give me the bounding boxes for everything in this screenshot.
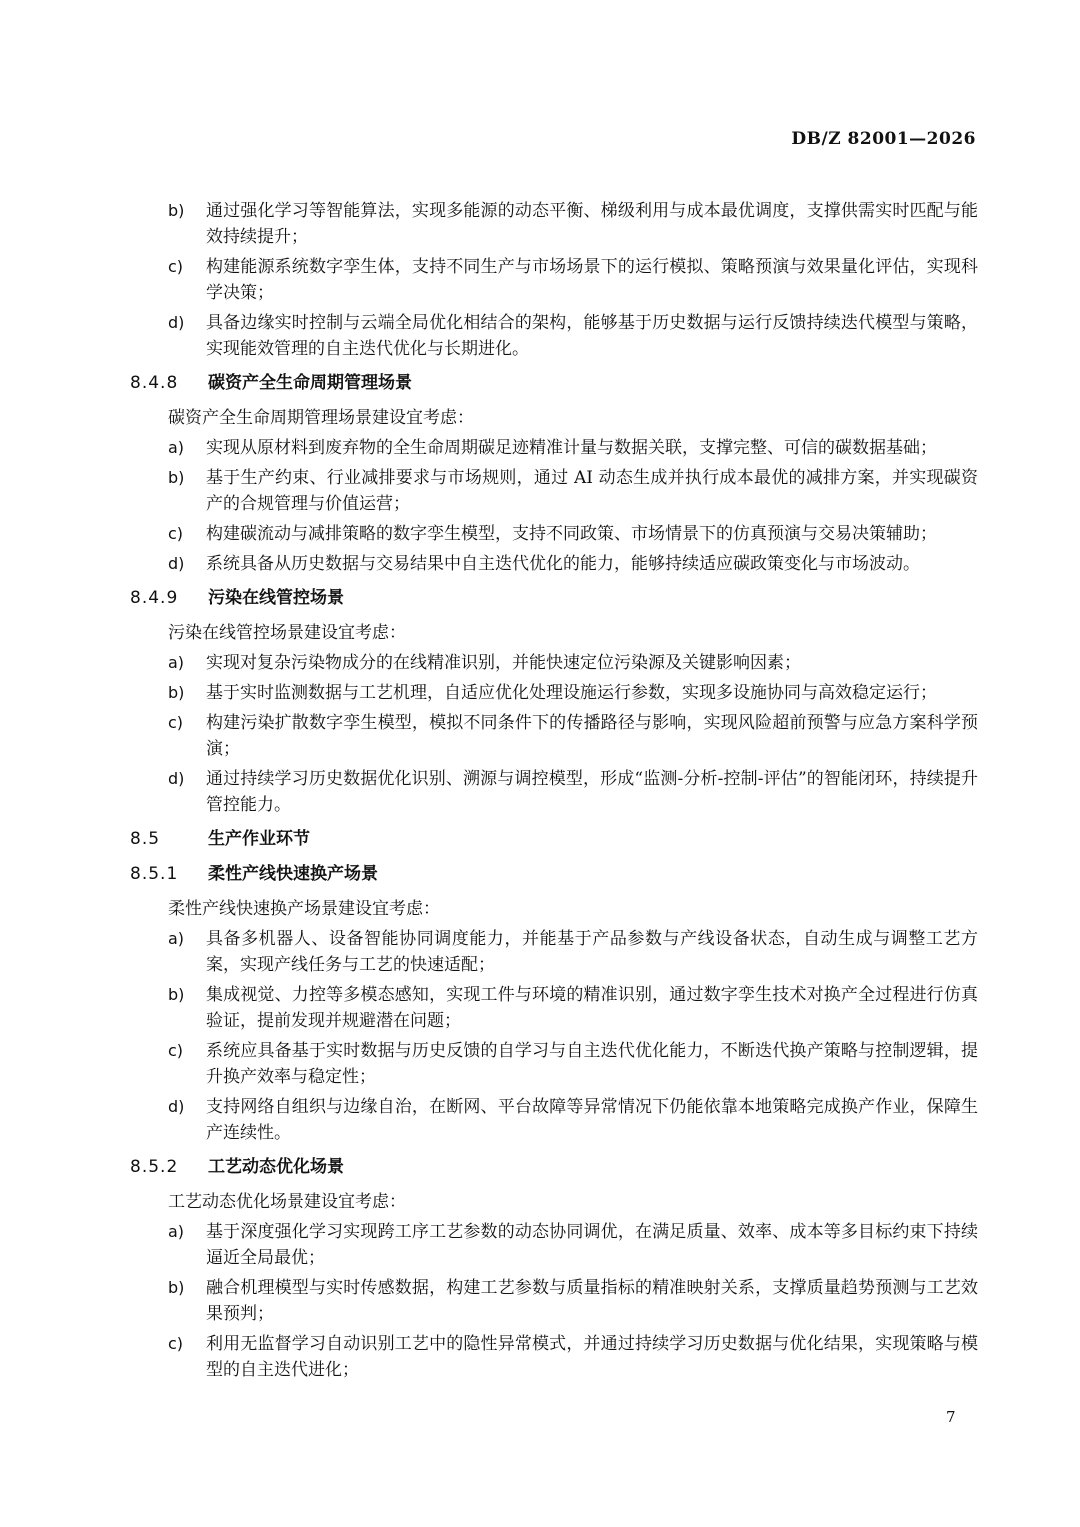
list-item-text: 基于实时监测数据与工艺机理，自适应优化处理设施运行参数，实现多设施协同与高效稳定运行； [206, 683, 937, 703]
section-title: 污染在线管控场景 [208, 588, 344, 608]
list-item [130, 1331, 978, 1383]
list-item-text: 利用无监督学习自动识别工艺中的隐性异常模式，并通过持续学习历史数据与优化结果，实现策略与模型的自主迭代进化； [206, 1334, 978, 1380]
list-item-marker: c) [168, 524, 184, 543]
list-item [130, 465, 978, 517]
list-item [130, 982, 978, 1034]
list-item-marker: a) [168, 929, 185, 948]
list-item-marker: a) [168, 653, 185, 672]
section-title: 柔性产线快速换产场景 [208, 864, 378, 884]
list-item-marker: a) [168, 1222, 185, 1241]
list-item-marker: b) [168, 985, 185, 1004]
list-item [130, 521, 978, 547]
list-item-marker: d) [168, 1097, 185, 1116]
section-title: 碳资产全生命周期管理场景 [208, 373, 412, 393]
list-item [130, 1275, 978, 1327]
section-intro: 工艺动态优化场景建设宜考虑： [168, 1192, 406, 1212]
list-item-text: 支持网络自组织与边缘自治，在断网、平台故障等异常情况下仍能依靠本地策略完成换产作业，保障生产连续性。 [206, 1097, 978, 1143]
list-item-marker: d) [168, 554, 185, 573]
list-item-marker: c) [168, 713, 184, 732]
section-heading [130, 826, 978, 852]
list-item-marker: c) [168, 257, 184, 276]
section-number: 8.5.1 [130, 864, 179, 884]
list-item [130, 551, 978, 577]
list-item-text: 构建碳流动与减排策略的数字孪生模型，支持不同政策、市场情景下的仿真预演与交易决策辅助； [206, 524, 937, 544]
list-item-text: 融合机理模型与实时传感数据，构建工艺参数与质量指标的精准映射关系，支撑质量趋势预测与工艺效果预判； [206, 1278, 978, 1324]
section-intro: 柔性产线快速换产场景建设宜考虑： [168, 899, 440, 919]
section-heading [130, 370, 978, 396]
section-number: 8.5 [130, 829, 161, 849]
list-item [130, 435, 978, 461]
section-number: 8.4.9 [130, 588, 179, 608]
list-item-text: 构建能源系统数字孪生体，支持不同生产与市场场景下的运行模拟、策略预演与效果量化评估，实现科学决策； [206, 257, 978, 303]
list-item [130, 254, 978, 306]
list-item-text: 基于深度强化学习实现跨工序工艺参数的动态协同调优，在满足质量、效率、成本等多目标约束下持续逼近全局最优； [206, 1222, 978, 1268]
list-item-marker: b) [168, 683, 185, 702]
list-item [130, 1038, 978, 1090]
list-item-marker: d) [168, 313, 185, 332]
section-title: 工艺动态优化场景 [208, 1157, 344, 1177]
page-number: 7 [946, 1408, 956, 1426]
section-number: 8.5.2 [130, 1157, 179, 1177]
list-item [130, 1219, 978, 1271]
section-title: 生产作业环节 [208, 829, 310, 849]
section-heading [130, 861, 978, 887]
list-item [130, 680, 978, 706]
list-item-marker: b) [168, 468, 185, 487]
list-item-marker: d) [168, 769, 185, 788]
section-number: 8.4.8 [130, 373, 179, 393]
list-item-text: 基于生产约束、行业减排要求与市场规则，通过 AI 动态生成并执行成本最优的减排方案，并实现碳资产的合规管理与价值运营； [206, 468, 978, 514]
list-item-marker: a) [168, 438, 185, 457]
list-item-text: 具备边缘实时控制与云端全局优化相结合的架构，能够基于历史数据与运行反馈持续迭代模型与策略，实现能效管理的自主迭代优化与长期进化。 [206, 313, 978, 359]
document-code: DB/Z 82001—2026 [791, 129, 976, 149]
list-item [130, 198, 978, 250]
list-item-text: 集成视觉、力控等多模态感知，实现工件与环境的精准识别，通过数字孪生技术对换产全过程进行仿真验证，提前发现并规避潜在问题； [206, 985, 978, 1031]
list-item-marker: c) [168, 1041, 184, 1060]
list-item [130, 766, 978, 818]
section-heading [130, 585, 978, 611]
list-item [130, 710, 978, 762]
list-item-marker: b) [168, 201, 185, 220]
list-item-marker: c) [168, 1334, 184, 1353]
list-item [130, 650, 978, 676]
list-item-text: 具备多机器人、设备智能协同调度能力，并能基于产品参数与产线设备状态，自动生成与调整工艺方案，实现产线任务与工艺的快速适配； [206, 929, 978, 975]
list-item-text: 通过持续学习历史数据优化识别、溯源与调控模型，形成“监测-分析-控制-评估”的智能闭环，持续提升管控能力。 [206, 769, 978, 815]
list-item [130, 1094, 978, 1146]
list-item-text: 系统应具备基于实时数据与历史反馈的自学习与自主迭代优化能力，不断迭代换产策略与控制逻辑，提升换产效率与稳定性； [206, 1041, 978, 1087]
list-item-marker: b) [168, 1278, 185, 1297]
list-item-text: 系统具备从历史数据与交易结果中自主迭代优化的能力，能够持续适应碳政策变化与市场波动。 [206, 554, 920, 574]
list-item-text: 实现对复杂污染物成分的在线精准识别，并能快速定位污染源及关键影响因素； [206, 653, 801, 673]
list-item-text: 构建污染扩散数字孪生模型，模拟不同条件下的传播路径与影响，实现风险超前预警与应急方案科学预演； [206, 713, 978, 759]
list-item-text: 通过强化学习等智能算法，实现多能源的动态平衡、梯级利用与成本最优调度，支撑供需实时匹配与能效持续提升； [206, 201, 978, 247]
section-intro: 污染在线管控场景建设宜考虑： [168, 623, 406, 643]
document-body [130, 198, 978, 1387]
list-item [130, 926, 978, 978]
section-heading [130, 1154, 978, 1180]
section-intro: 碳资产全生命周期管理场景建设宜考虑： [168, 408, 474, 428]
list-item-text: 实现从原材料到废弃物的全生命周期碳足迹精准计量与数据关联，支撑完整、可信的碳数据基础； [206, 438, 937, 458]
list-item [130, 310, 978, 362]
